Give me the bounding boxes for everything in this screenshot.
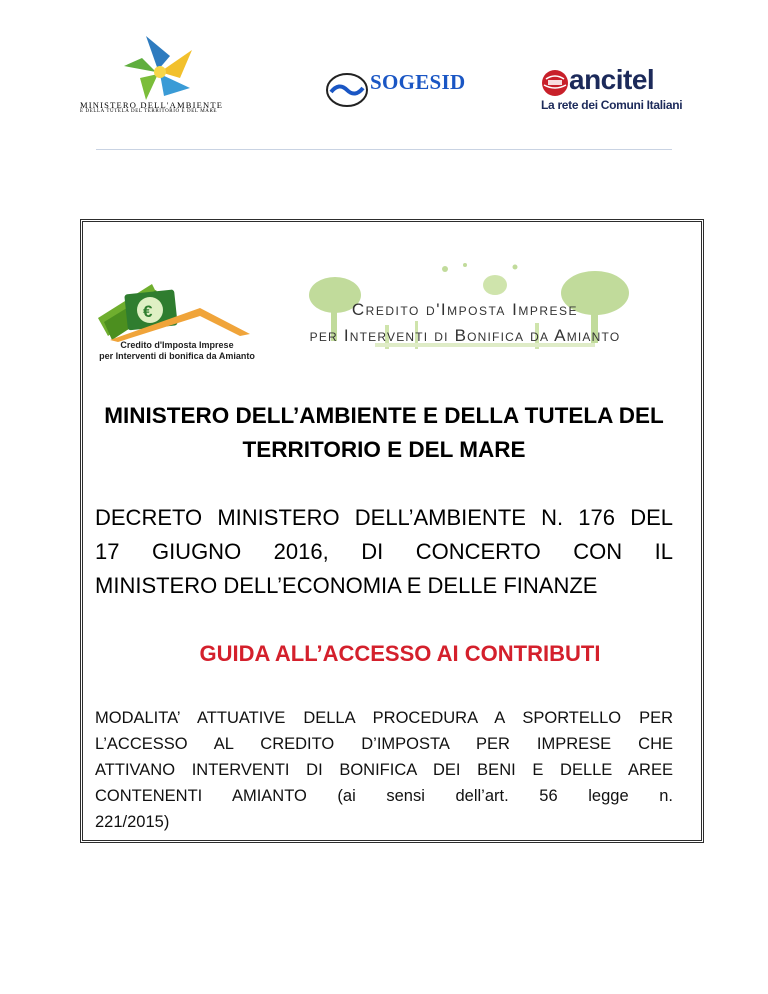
guida-title: GUIDA ALL’ACCESSO AI CONTRIBUTI [199,641,601,666]
sogesid-logo-text: SOGESID [370,70,466,94]
ministero-leaf-emblem-icon [124,36,192,100]
modalita-line-1: MODALITA’ ATTUATIVE DELLA PROCEDURA A SPORTELLO PER [95,709,673,727]
svg-text:€: € [143,302,153,321]
header-divider [96,149,672,150]
ancitel-globe-icon [542,70,568,96]
ancitel-logo-text: ancitel [569,64,655,95]
credito-logo-caption-2: per Interventi di bonifica da Amianto [99,351,255,361]
ministero-logo-subtitle: E DELLA TUTELA DEL TERRITORIO E DEL MARE [80,109,218,114]
banner-title-line-2: per Interventi di Bonifica da Amianto [309,326,621,345]
sogesid-wave-icon [327,74,367,106]
ministry-title-line-2: TERRITORIO E DEL MARE [242,437,526,462]
modalita-line-3: ATTIVANO INTERVENTI DI BONIFICA DEI BENI E DELLE AREE [95,761,673,779]
modalita-line-5: 221/2015) [95,813,170,831]
credito-logo-caption-1: Credito d'Imposta Imprese [120,340,234,350]
banner-title-line-1: Credito d'Imposta Imprese [351,300,579,319]
modalita-line-4: CONTENENTI AMIANTO (ai sensi dell’art. 56 legge n. [95,787,673,805]
ministero-logo-title: MINISTERO DELL'AMBIENTE [80,100,224,110]
modalita-line-2: L’ACCESSO AL CREDITO D’IMPOSTA PER IMPRESE CHE [95,735,673,753]
decreto-line-2: 17 GIUGNO 2016, DI CONCERTO CON IL [95,539,673,564]
decreto-line-1: DECRETO MINISTERO DELL’AMBIENTE N. 176 DEL [95,505,673,530]
ancitel-tagline: La rete dei Comuni Italiani [541,98,683,112]
ministry-title-line-1: MINISTERO DELL’AMBIENTE E DELLA TUTELA DEL [104,403,664,428]
decreto-line-3: MINISTERO DELL’ECONOMIA E DELLE FINANZE [95,573,598,598]
